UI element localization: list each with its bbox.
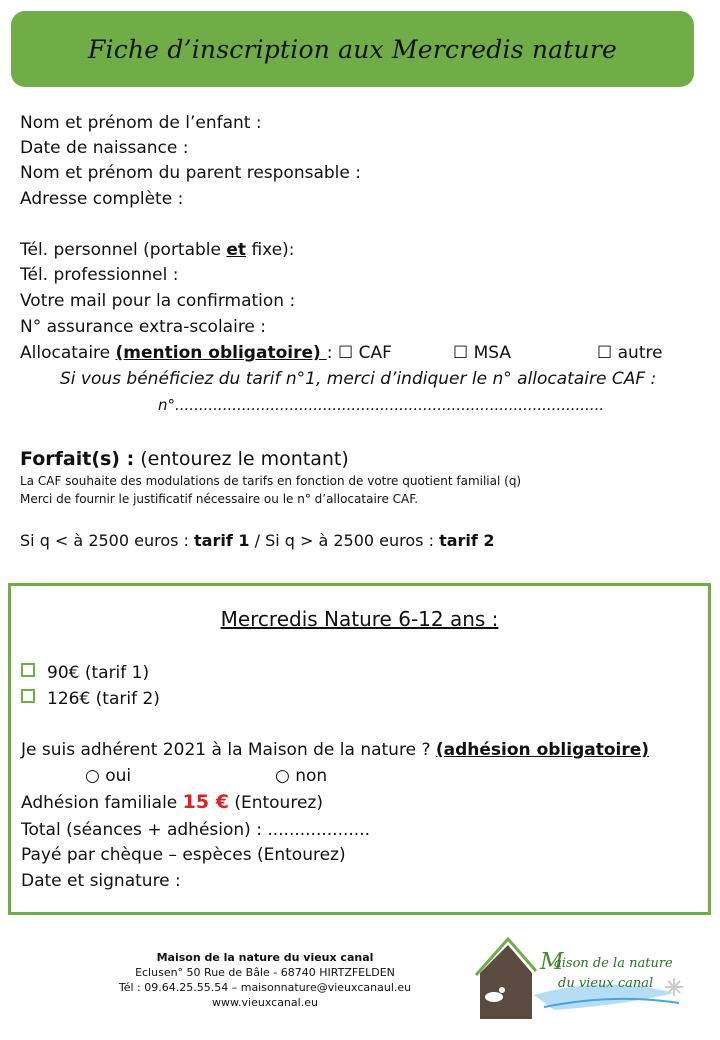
address-field: Adresse complète : <box>20 189 184 209</box>
registration-box <box>8 583 711 915</box>
box-title: Mercredis Nature 6-12 ans : <box>220 607 499 631</box>
checkbox-autre[interactable]: ☐ autre <box>597 343 663 363</box>
svg-text:M: M <box>540 949 564 975</box>
footer-contact <box>70 950 460 1010</box>
payment-field: Payé par chèque – espèces (Entourez) <box>21 845 346 865</box>
title-banner <box>11 11 694 87</box>
caf-note: Si vous bénéficiez du tarif n°1, merci d’indiquer le n° allocataire CAF : <box>60 369 657 389</box>
checkbox-icon <box>21 663 35 677</box>
maison-nature-logo <box>474 935 694 1020</box>
option-tarif-1[interactable]: 90€ (tarif 1) <box>21 663 149 683</box>
radio-non[interactable]: ○ non <box>275 766 328 786</box>
forfait-heading: Forfait(s) : (entourez le montant) <box>20 448 349 470</box>
org-contact: Tél : 09.64.25.55.54 – maisonnature@vieuxcanaul.eu <box>118 981 412 994</box>
checkbox-caf[interactable]: ☐ CAF <box>338 343 392 363</box>
parent-name-field: Nom et prénom du parent responsable : <box>20 163 361 183</box>
insurance-field: N° assurance extra-scolaire : <box>20 317 267 337</box>
child-name-field: Nom et prénom de l’enfant : <box>20 113 262 133</box>
radio-oui[interactable]: ○ oui <box>85 766 132 786</box>
caf-number-field: n°.......................................................................................... <box>158 396 605 414</box>
email-field: Votre mail pour la confirmation : <box>20 291 296 311</box>
phone-personal-field: Tél. personnel (portable et fixe): <box>20 240 295 260</box>
page-title: Fiche d’inscription aux Mercredis nature <box>88 34 617 64</box>
checkbox-icon <box>21 689 35 703</box>
org-name: Maison de la nature du vieux canal <box>156 951 374 964</box>
birth-date-field: Date de naissance : <box>20 138 189 158</box>
caf-info-2: Merci de fournir le justificatif nécessaire ou le n° d’allocataire CAF. <box>20 492 419 506</box>
tarif-rule: Si q < à 2500 euros : tarif 1 / Si q > à 2500 euros : tarif 2 <box>20 531 495 550</box>
svg-text:du vieux canal: du vieux canal <box>558 976 654 991</box>
adhesion-line: Adhésion familiale 15 € (Entourez) <box>21 791 323 813</box>
checkbox-msa[interactable]: ☐ MSA <box>453 343 512 363</box>
adhesion-price: 15 € <box>182 791 229 813</box>
signature-field: Date et signature : <box>21 871 181 891</box>
org-address: Eclusen° 50 Rue de Bâle - 68740 HIRTZFELDEN <box>135 966 395 979</box>
allocataire-field: Allocataire (mention obligatoire) : <box>20 343 333 363</box>
org-website[interactable]: www.vieuxcanal.eu <box>212 996 318 1009</box>
total-field: Total (séances + adhésion) : ................... <box>21 820 370 840</box>
svg-text:aison de la nature: aison de la nature <box>554 956 673 971</box>
caf-info-1: La CAF souhaite des modulations de tarifs en fonction de votre quotient familial (q) <box>20 474 522 488</box>
phone-pro-field: Tél. professionnel : <box>20 265 179 285</box>
option-tarif-2[interactable]: 126€ (tarif 2) <box>21 689 160 709</box>
adherent-question: Je suis adhérent 2021 à la Maison de la nature ? (adhésion obligatoire) <box>21 740 650 760</box>
